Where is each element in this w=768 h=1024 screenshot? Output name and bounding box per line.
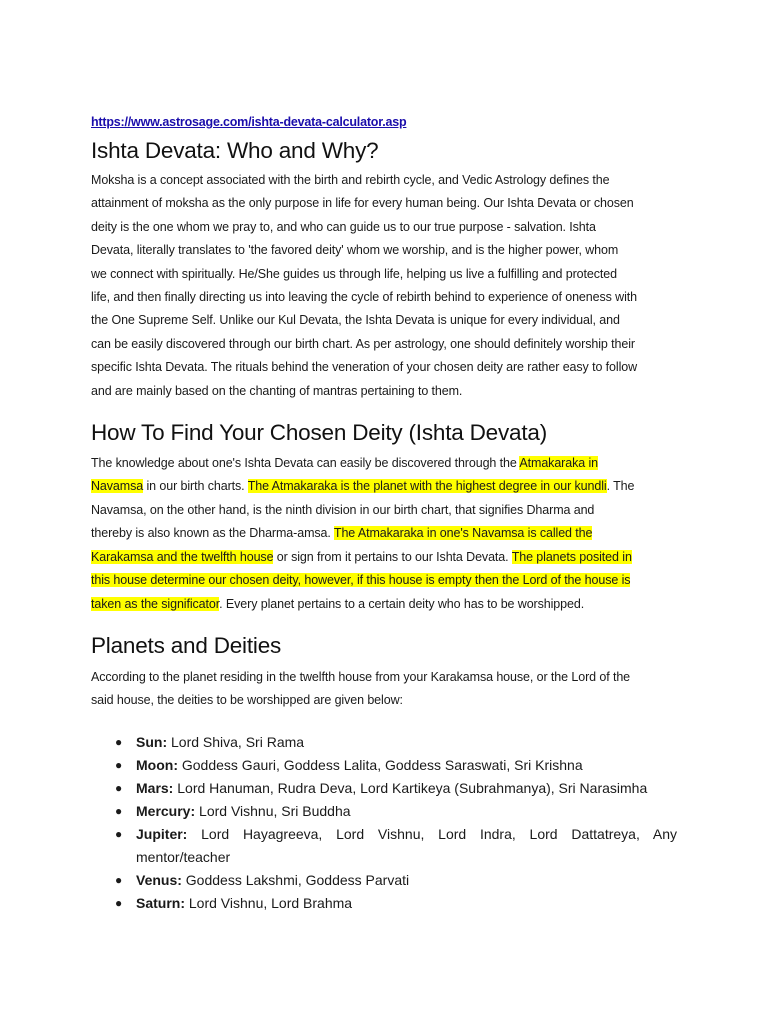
- bullet-icon: ●: [115, 780, 123, 795]
- heading-planets-deities: Planets and Deities: [91, 632, 282, 658]
- text-run: The knowledge about one's Ishta Devata can easily be discovered through the: [91, 456, 520, 471]
- paragraph-line: [91, 593, 677, 616]
- highlighted-text: Atmakaraka in: [519, 456, 599, 471]
- paragraph-line: attainment of moksha as the only purpose in life for every human being. Our Ishta Devata or chosen: [91, 196, 634, 211]
- paragraph-line: the One Supreme Self. Unlike our Kul Devata, the Ishta Devata is unique for every individual, and: [91, 313, 620, 328]
- paragraph-line: [91, 546, 677, 569]
- paragraph-line: we connect with spiritually. He/She guides us through life, helping us live a fulfilling and protected: [91, 266, 617, 281]
- highlighted-text: taken as the significator: [91, 596, 220, 611]
- text-run: thereby is also known as the Dharma-amsa.: [91, 526, 334, 541]
- planet-name: Jupiter:: [136, 825, 188, 842]
- deity-names: Lord Vishnu, Sri Buddha: [195, 802, 351, 819]
- source-link[interactable]: https://www.astrosage.com/ishta-devata-calculator.asp: [91, 115, 407, 129]
- planet-name: Venus:: [136, 871, 182, 888]
- bullet-icon: ●: [115, 803, 123, 818]
- text-run: in our birth charts.: [143, 479, 248, 494]
- deity-names: Lord Hayagreeva, Lord Vishnu, Lord Indra, Lord Dattatreya, Any mentor/teacher: [136, 825, 677, 865]
- highlighted-text: Karakamsa and the twelfth house: [91, 549, 274, 564]
- list-item: [91, 777, 677, 800]
- highlighted-text: The planets posited in: [511, 549, 632, 564]
- planet-name: Moon:: [136, 756, 178, 773]
- deity-names: Lord Shiva, Sri Rama: [167, 733, 305, 750]
- bullet-icon: ●: [115, 826, 123, 841]
- planets-paragraph: [91, 666, 677, 713]
- paragraph-line: Navamsa, on the other hand, is the ninth division in our birth chart, that signifies Dharma and: [91, 502, 595, 517]
- list-item: [91, 800, 677, 823]
- highlighted-text: The Atmakaraka in one's Navamsa is called the: [333, 526, 593, 541]
- paragraph-line: life, and then finally directing us into leaving the cycle of rebirth behind to experience of oneness with: [91, 290, 637, 305]
- paragraph-line: specific Ishta Devata. The rituals behind the veneration of your chosen deity are rather easy to follow: [91, 360, 638, 375]
- heading-find-deity: How To Find Your Chosen Deity (Ishta Devata): [91, 420, 548, 446]
- planet-deity-list: [91, 731, 677, 915]
- list-item: [91, 731, 677, 754]
- find-deity-paragraph: [91, 452, 677, 616]
- deity-names: Goddess Gauri, Goddess Lalita, Goddess Saraswati, Sri Krishna: [177, 756, 583, 773]
- heading-ishta-devata: Ishta Devata: Who and Why?: [91, 138, 379, 163]
- planet-name: Sun:: [136, 733, 168, 750]
- planet-name: Saturn:: [136, 894, 185, 911]
- planet-name: Mercury:: [136, 802, 196, 819]
- list-item: [91, 892, 677, 915]
- highlighted-text: Navamsa: [91, 479, 144, 494]
- highlighted-text: this house determine our chosen deity, however, if this house is empty then the Lord of the house is: [91, 573, 631, 588]
- bullet-icon: ●: [115, 734, 123, 749]
- deity-names: Lord Hanuman, Rudra Deva, Lord Kartikeya (Subrahmanya), Sri Narasimha: [173, 779, 648, 796]
- list-item: [91, 823, 677, 869]
- deity-names: Goddess Lakshmi, Goddess Parvati: [181, 871, 410, 888]
- list-item: [91, 754, 677, 777]
- list-item: [91, 869, 677, 892]
- paragraph-line: can be easily discovered through our birth chart. As per astrology, one should definitely worship their: [91, 336, 635, 351]
- text-run: . The: [606, 479, 635, 494]
- text-run: or sign from it pertains to our Ishta Devata.: [273, 549, 512, 564]
- paragraph-line: deity is the one whom we pray to, and who can guide us to our true purpose - salvation. Ishta: [91, 219, 596, 234]
- bullet-icon: ●: [115, 895, 123, 910]
- paragraph-line: [91, 452, 677, 475]
- paragraph-line: According to the planet residing in the twelfth house from your Karakamsa house, or the Lord of the: [91, 669, 631, 684]
- paragraph-line: said house, the deities to be worshipped are given below:: [91, 693, 403, 708]
- paragraph-line: and are mainly based on the chanting of mantras pertaining to them.: [91, 383, 463, 398]
- paragraph-line: [91, 475, 677, 498]
- highlighted-text: The Atmakaraka is the planet with the highest degree in our kundli: [247, 479, 607, 494]
- planet-name: Mars:: [136, 779, 174, 796]
- bullet-icon: ●: [115, 757, 123, 772]
- bullet-icon: ●: [115, 872, 123, 887]
- paragraph-line: Moksha is a concept associated with the birth and rebirth cycle, and Vedic Astrology defines the: [91, 173, 610, 187]
- text-run: . Every planet pertains to a certain deity who has to be worshipped.: [219, 596, 585, 611]
- document-page: [91, 112, 677, 915]
- paragraph-line: Devata, literally translates to 'the favored deity' whom we worship, and is the higher power, whom: [91, 243, 619, 258]
- intro-paragraph: [91, 169, 677, 403]
- deity-names: Lord Vishnu, Lord Brahma: [185, 894, 353, 911]
- paragraph-line: [91, 522, 677, 545]
- paragraph-line: [91, 569, 677, 592]
